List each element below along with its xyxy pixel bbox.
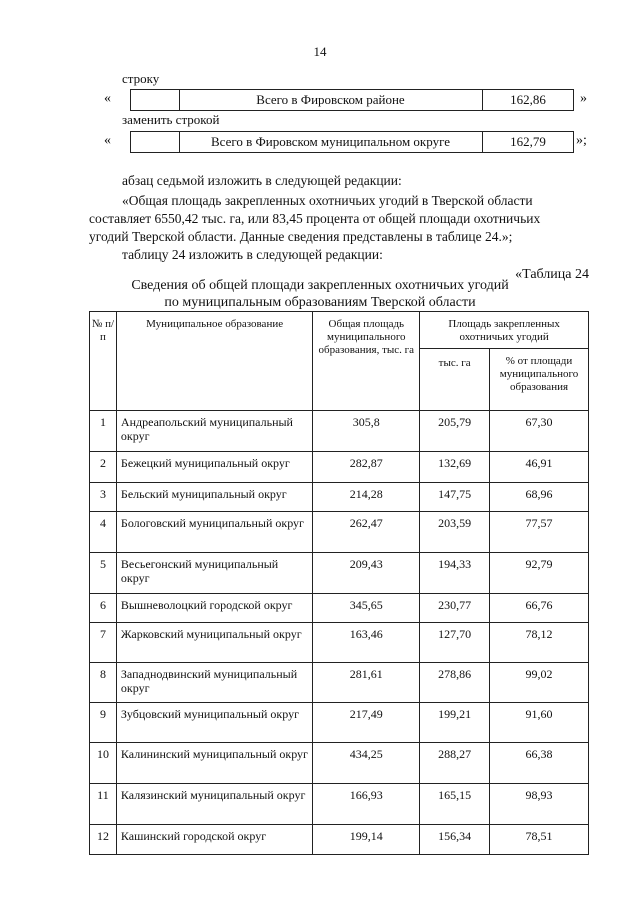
close-quote: » xyxy=(580,91,587,106)
table-row xyxy=(90,703,589,743)
row-percent: 66,76 xyxy=(490,594,589,623)
row-percent: 78,12 xyxy=(490,623,589,663)
table-row xyxy=(90,512,589,553)
table-title-line-2: по муниципальным образованиям Тверской области xyxy=(164,295,476,310)
row-percent: 68,96 xyxy=(490,483,589,512)
row-percent: 98,93 xyxy=(490,784,589,825)
row-area: 305,8 xyxy=(313,411,420,452)
old-row-empty-cell xyxy=(131,90,180,110)
row-thousand-ha: 194,33 xyxy=(420,553,490,594)
row-percent: 77,57 xyxy=(490,512,589,553)
row-thousand-ha: 203,59 xyxy=(420,512,490,553)
row-area: 214,28 xyxy=(313,483,420,512)
row-municipality: Зубцовский муниципальный округ xyxy=(116,703,312,743)
row-municipality: Бологовский муниципальный округ xyxy=(116,512,312,553)
row-municipality: Вышневолоцкий городской округ xyxy=(116,594,312,623)
row-area: 281,61 xyxy=(313,663,420,703)
row-thousand-ha: 230,77 xyxy=(420,594,490,623)
table-row xyxy=(90,825,589,855)
table-label: «Таблица 24 xyxy=(515,267,589,282)
paragraph-2-line-3: угодий Тверской области. Данные сведения представлены в таблице 24.»; xyxy=(89,229,513,244)
row-area: 166,93 xyxy=(313,784,420,825)
row-municipality: Кашинский городской округ xyxy=(116,825,312,855)
row-percent: 66,38 xyxy=(490,743,589,784)
open-quote: « xyxy=(104,91,111,106)
row-num: 6 xyxy=(90,594,117,623)
new-row-name: Всего в Фировском муниципальном округе xyxy=(210,134,451,149)
paragraph-2-line-2: составляет 6550,42 тыс. га, или 83,45 процента от общей площади охотничьих xyxy=(89,211,541,226)
old-row-name: Всего в Фировском районе xyxy=(256,92,405,107)
row-num: 12 xyxy=(90,825,117,855)
row-num: 8 xyxy=(90,663,117,703)
paragraph-3: таблицу 24 изложить в следующей редакции: xyxy=(122,247,383,262)
row-percent: 99,02 xyxy=(490,663,589,703)
paragraph-1: абзац седьмой изложить в следующей редакции: xyxy=(122,173,402,188)
new-row-empty-cell xyxy=(131,132,180,152)
row-num: 3 xyxy=(90,483,117,512)
table-title-line-1: Сведения об общей площади закрепленных охотничьих угодий xyxy=(131,278,509,293)
row-municipality: Калининский муниципальный округ xyxy=(116,743,312,784)
row-num: 2 xyxy=(90,452,117,483)
row-area: 345,65 xyxy=(313,594,420,623)
row-area: 282,87 xyxy=(313,452,420,483)
row-num: 10 xyxy=(90,743,117,784)
table-row xyxy=(90,623,589,663)
table-row xyxy=(90,594,589,623)
row-thousand-ha: 199,21 xyxy=(420,703,490,743)
row-num: 7 xyxy=(90,623,117,663)
row-area: 217,49 xyxy=(313,703,420,743)
row-municipality: Западнодвинский муниципальный округ xyxy=(116,663,312,703)
table-row xyxy=(90,743,589,784)
header-num: № п/п xyxy=(90,312,117,411)
paragraph-2-line-1: «Общая площадь закрепленных охотничьих угодий в Тверской области xyxy=(122,193,533,208)
table-row xyxy=(90,411,589,452)
row-thousand-ha: 165,15 xyxy=(420,784,490,825)
new-row-value: 162,79 xyxy=(482,132,573,152)
page-number: 14 xyxy=(313,44,327,59)
row-num: 5 xyxy=(90,553,117,594)
row-num: 4 xyxy=(90,512,117,553)
row-area: 199,14 xyxy=(313,825,420,855)
header-area: Общая площадь муниципального образования, тыс. га xyxy=(313,312,420,411)
row-thousand-ha: 147,75 xyxy=(420,483,490,512)
header-municipality: Муниципальное образование xyxy=(116,312,312,411)
row-num: 1 xyxy=(90,411,117,452)
label-replace: заменить строкой xyxy=(122,112,220,127)
table-row xyxy=(90,452,589,483)
row-thousand-ha: 288,27 xyxy=(420,743,490,784)
header-thousand-ha: тыс. га xyxy=(420,349,490,411)
row-municipality: Весьегонский муниципальный округ xyxy=(116,553,312,594)
row-thousand-ha: 156,34 xyxy=(420,825,490,855)
row-municipality: Бежецкий муниципальный округ xyxy=(116,452,312,483)
row-percent: 67,30 xyxy=(490,411,589,452)
row-num: 9 xyxy=(90,703,117,743)
row-municipality: Бельский муниципальный округ xyxy=(116,483,312,512)
row-area: 209,43 xyxy=(313,553,420,594)
open-quote-2: « xyxy=(104,133,111,148)
old-row-value: 162,86 xyxy=(482,90,573,110)
row-thousand-ha: 132,69 xyxy=(420,452,490,483)
new-row-box xyxy=(130,131,574,153)
row-area: 163,46 xyxy=(313,623,420,663)
row-thousand-ha: 127,70 xyxy=(420,623,490,663)
row-percent: 46,91 xyxy=(490,452,589,483)
row-thousand-ha: 205,79 xyxy=(420,411,490,452)
table-row xyxy=(90,553,589,594)
header-percent: % от площади муниципального образования xyxy=(490,349,589,411)
data-table xyxy=(89,311,589,855)
row-percent: 91,60 xyxy=(490,703,589,743)
row-municipality: Жарковский муниципальный округ xyxy=(116,623,312,663)
table-row xyxy=(90,663,589,703)
close-quote-2: »; xyxy=(576,133,587,148)
table-row xyxy=(90,483,589,512)
row-percent: 92,79 xyxy=(490,553,589,594)
row-municipality: Калязинский муниципальный округ xyxy=(116,784,312,825)
header-assigned: Площадь закрепленных охотничьих угодий xyxy=(420,312,589,349)
row-area: 434,25 xyxy=(313,743,420,784)
row-num: 11 xyxy=(90,784,117,825)
row-area: 262,47 xyxy=(313,512,420,553)
label-row: строку xyxy=(122,71,160,86)
row-municipality: Андреапольский муниципальный округ xyxy=(116,411,312,452)
row-percent: 78,51 xyxy=(490,825,589,855)
old-row-box xyxy=(130,89,574,111)
row-thousand-ha: 278,86 xyxy=(420,663,490,703)
table-row xyxy=(90,784,589,825)
